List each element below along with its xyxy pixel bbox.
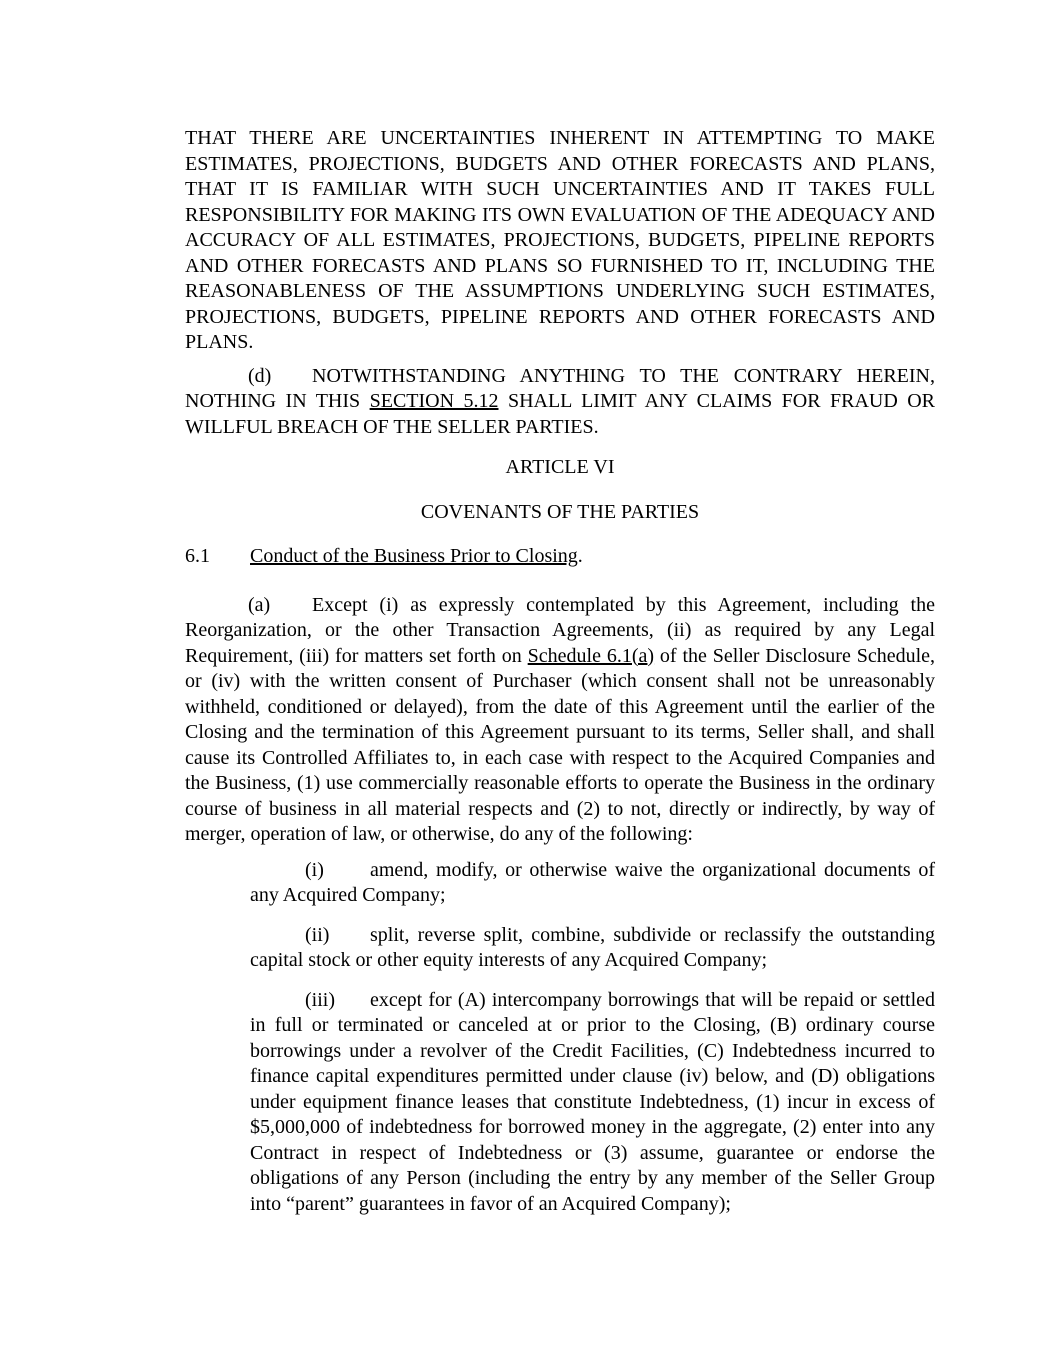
clause-iii-label: (iii) <box>305 988 335 1011</box>
paragraph-a <box>185 593 935 848</box>
article-heading: ARTICLE VI <box>505 456 615 478</box>
paragraph-a-text-after: of the Seller Disclosure Schedule, or (iv) with the written consent of Purchaser (which consent shall not be unreasonably withheld, conditioned or delayed), from the date of this Agreement until the earlier of the Closing and the termination of this Agreement pursuant to its terms, Seller shall, and shall cause its Controlled Affiliates to, in each case with respect to the Acquired Companies and the Business, (1) use commercially reasonable efforts to operate the Business in the ordinary course of business in all material respects and (2) to not, directly or indirectly, by way of merger, operation of law, or otherwise, do any of the following: <box>185 644 936 845</box>
paragraph-a-text-before: Except (i) as expressly contemplated by this Agreement, including the Reorganization, or the other Transaction Agreements, (ii) as required by any Legal Requirement, (iii) for matters set forth on <box>185 593 935 667</box>
schedule-6-1a-reference: Schedule 6.1(a) <box>527 644 655 667</box>
paragraph-d <box>185 364 935 441</box>
clause-i-label: (i) <box>305 858 324 881</box>
section-6-1-number: 6.1 <box>185 545 210 567</box>
section-6-1-title: Conduct of the Business Prior to Closing <box>250 545 578 567</box>
clause-ii-text: split, reverse split, combine, subdivide or reclassify the outstanding capital stock or other equity interests of any Acquired Company; <box>250 923 935 971</box>
paragraph-d-text-before: NOTWITHSTANDING ANYTHING TO THE CONTRARY HEREIN, NOTHING IN THIS <box>185 364 935 412</box>
paragraph-d-text-after: SHALL LIMIT ANY CLAIMS FOR FRAUD OR WILLFUL BREACH OF THE SELLER PARTIES. <box>185 390 935 438</box>
clause-ii-label: (ii) <box>305 923 330 946</box>
clause-i-text: amend, modify, or otherwise waive the organizational documents of any Acquired Company; <box>250 858 935 906</box>
clause-ii <box>250 923 935 974</box>
clause-i <box>250 858 935 909</box>
section-6-1-title-suffix: . <box>577 545 583 567</box>
section-5-12-reference: SECTION 5.12 <box>369 390 499 412</box>
article-title: COVENANTS OF THE PARTIES <box>420 500 700 523</box>
clause-iii-text: except for (A) intercompany borrowings that will be repaid or settled in full or terminated or canceled at or prior to the Closing, (B) ordinary course borrowings under a revolver of the Credit Facilities, (C) Indebtedness incurred to finance capital expenditures permitted under clause (iv) below, and (D) obligations under equipment finance leases that constitute Indebtedness, (1) incur in excess of $5,000,000 of indebtedness for borrowed money in the aggregate, (2) enter into any Contract in respect of Indebtedness or (3) assume, guarantee or endorse the obligations of any Person (including the entry by any member of the Seller Group into “parent” guarantees in favor of an Acquired Company); <box>250 988 935 1215</box>
paragraph-a-label: (a) <box>248 593 271 616</box>
paragraph-d-label: (d) <box>248 364 272 387</box>
clause-iii <box>250 988 935 1218</box>
section-6-1-heading <box>185 544 935 570</box>
continuation-paragraph-caps: THAT THERE ARE UNCERTAINTIES INHERENT IN ATTEMPTING TO MAKE ESTIMATES, PROJECTIONS, BUDGETS AND OTHER FORECASTS AND PLANS, THAT IT IS FAMILIAR WITH SUCH UNCERTAINTIES AND IT TAKES FULL RESPONSIBILITY FOR MAKING ITS OWN EVALUATION OF THE ADEQUACY AND ACCURACY OF ALL ESTIMATES, PROJECTIONS, BUDGETS, PIPELINE REPORTS AND OTHER FORECASTS AND PLANS SO FURNISHED TO IT, INCLUDING THE REASONABLENESS OF THE ASSUMPTIONS UNDERLYING SUCH ESTIMATES, PROJECTIONS, BUDGETS, PIPELINE REPORTS AND OTHER FORECASTS AND PLANS. <box>185 127 935 353</box>
